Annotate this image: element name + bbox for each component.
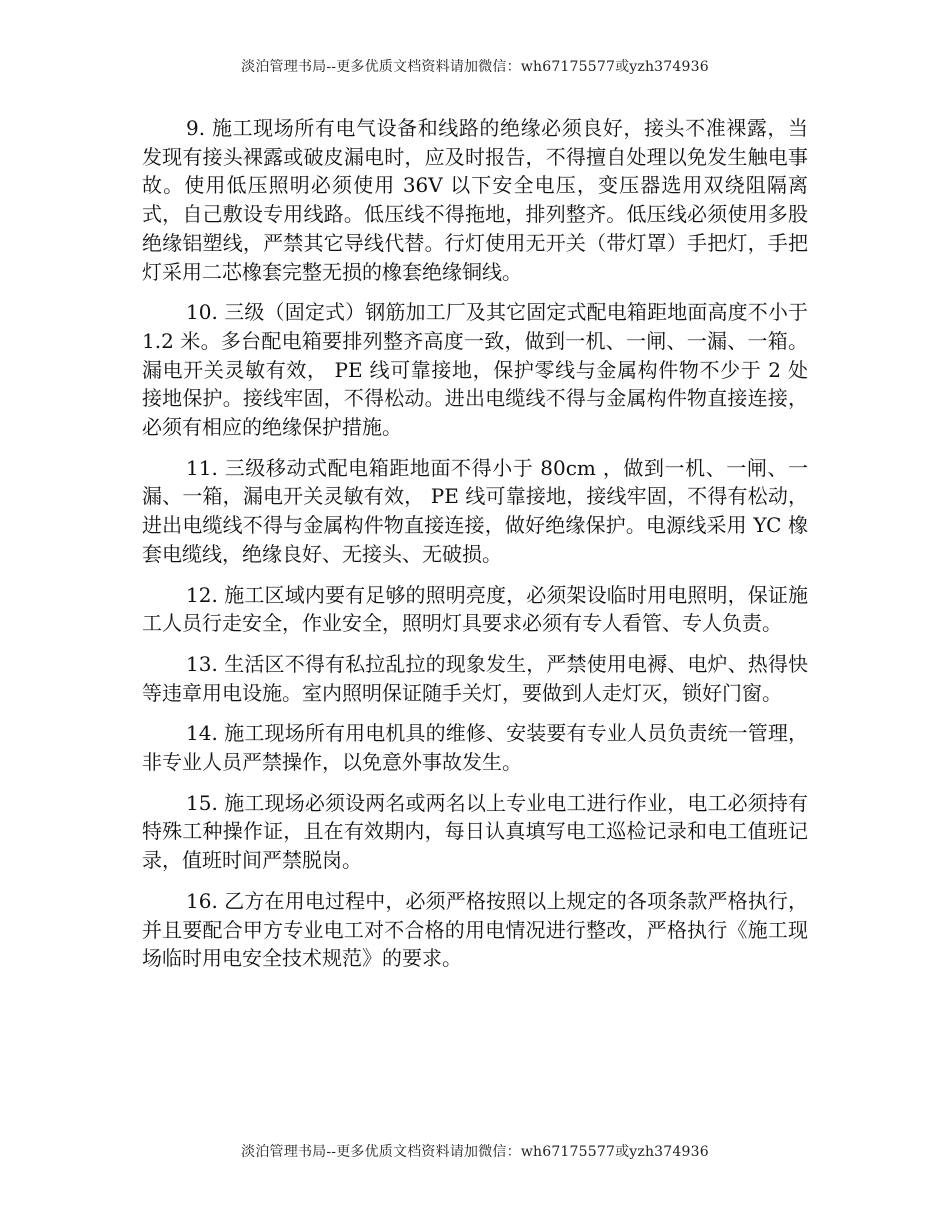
document-body [142,114,808,985]
clause-11: 11. 三级移动式配电箱距地面不得小于 80cm ，做到一机、一闸、一漏、一箱，漏电开关灵敏有效， PE 线可靠接地，接线牢固，不得有松动，进出电缆线不得与金属构件物直接连接，做好绝缘保护。电源线采用 YC 橡套电缆线，绝缘良好、无接头、无破损。 [142,455,808,566]
clause-9: 9. 施工现场所有电气设备和线路的绝缘必须良好，接头不准裸露，当发现有接头裸露或破皮漏电时，应及时报告，不得擅自处理以免发生触电事故。使用低压照明必须使用 36V 以下安全电压，变压器选用双绕阻隔离式，自己敷设专用线路。低压线不得拖地，排列整齐。低压线必须使用多股绝缘铝塑线，严禁其它导线代替。行灯使用无开关（带灯罩）手把灯，手把灯采用二芯橡套完整无损的橡套绝缘铜线。 [142,116,808,284]
clause-16: 16. 乙方在用电过程中，必须严格按照以上规定的各项条款严格执行，并且要配合甲方专业电工对不合格的用电情况进行整改，严格执行《施工现场临时用电安全技术规范》的要求。 [142,888,808,971]
clause-12: 12. 施工区域内要有足够的照明亮度，必须架设临时用电照明，保证施工人员行走安全，作业安全，照明灯具要求必须有专人看管、专人负责。 [142,582,808,636]
clause-10: 10. 三级（固定式）钢筋加工厂及其它固定式配电箱距地面高度不小于 1.2 米。多台配电箱要排列整齐高度一致，做到一机、一闸、一漏、一箱。漏电开关灵敏有效， PE 线可靠接地，保护零线与金属构件物不少于 2 处接地保护。接线牢固，不得松动。进出电缆线不得与金属构件物直接连接，必须有相应的绝缘保护措施。 [142,300,808,440]
clause-15: 15. 施工现场必须设两名或两名以上专业电工进行作业，电工必须持有特殊工种操作证，且在有效期内，每日认真填写电工巡检记录和电工值班记录，值班时间严禁脱岗。 [142,790,808,873]
page-footer: 淡泊管理书局--更多优质文档资料请加微信：wh67175577或yzh374936 [241,1144,709,1160]
clause-13: 13. 生活区不得有私拉乱拉的现象发生，严禁使用电褥、电炉、热得快等违章用电设施。室内照明保证随手关灯，要做到人走灯灭，锁好门窗。 [142,651,808,705]
clause-14: 14. 施工现场所有用电机具的维修、安装要有专业人员负责统一管理，非专业人员严禁操作，以免意外事故发生。 [142,721,808,775]
page-header: 淡泊管理书局--更多优质文档资料请加微信：wh67175577或yzh374936 [241,59,709,75]
